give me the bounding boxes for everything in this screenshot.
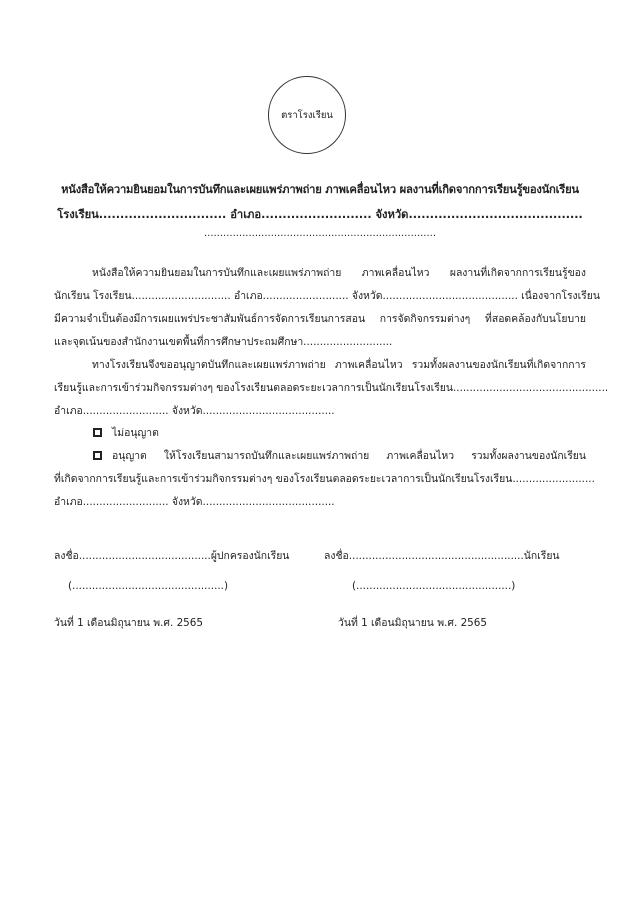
form-title-dotted-line: ......................................................................... [203,228,437,239]
student-name-line: (...............................................) [352,580,516,592]
paragraph-1-line-3: มีความจำเป็นต้องมีการเผยแพร่ประชาสัมพันธ์การจัดการเรียนการสอน การจัดกิจกรรมต่างๆ ที่สอดคล้องกับนโยบาย [54,313,586,325]
paragraph-2-line-1: ทางโรงเรียนจึงขออนุญาตบันทึกและเผยแพร่ภาพถ่าย ภาพเคลื่อนไหว รวมทั้งผลงานของนักเรียนที่เกิดจากการ [92,359,586,371]
school-seal-label: ตราโรงเรียน [281,109,333,121]
allow-line-1: อนุญาต ให้โรงเรียนสามารถบันทึกและเผยแพร่ภาพถ่าย ภาพเคลื่อนไหว รวมทั้งผลงานของนักเรียน [112,450,586,462]
paragraph-1-line-4: และจุดเน้นของสำนักงานเขตพื้นที่การศึกษาประถมศึกษา........................... [54,336,393,348]
student-signature-line: ลงชื่อ.....................................................นักเรียน [324,550,560,562]
guardian-date: วันที่ 1 เดือนมิถุนายน พ.ศ. 2565 [54,617,204,629]
paragraph-2-line-2: เรียนรู้และการเข้าร่วมกิจกรรมต่างๆ ของโรงเรียนตลอดระยะเวลาการเป็นนักเรียนโรงเรียน............................................... [54,382,609,394]
deny-label: ไม่อนุญาต [112,427,159,439]
allow-line-3: อำเภอ.......................... จังหวัด........................................ [54,496,335,508]
paragraph-2-line-3: อำเภอ.......................... จังหวัด........................................ [54,405,335,417]
form-title-school-line: โรงเรียน.............................. อำเภอ.......................... จังหวัด......................................... [57,208,583,221]
paragraph-1-line-2: นักเรียน โรงเรียน.............................. อำเภอ.......................... จังหวัด......................................... เนื่องจากโรงเรียน [54,290,600,302]
deny-checkbox[interactable] [93,428,102,437]
paragraph-1-line-1: หนังสือให้ความยินยอมในการบันทึกและเผยแพร่ภาพถ่าย ภาพเคลื่อนไหว ผลงานที่เกิดจากการเรียนรู้ของ [92,267,586,279]
allow-line-2: ที่เกิดจากการเรียนรู้และการเข้าร่วมกิจกรรมต่างๆ ของโรงเรียนตลอดระยะเวลาการเป็นนักเรียนโรงเรียน......................... [54,473,595,485]
form-title: หนังสือให้ความยินยอมในการบันทึกและเผยแพร่ภาพถ่าย ภาพเคลื่อนไหว ผลงานที่เกิดจากการเรียนรู้ของนักเรียน [61,183,579,196]
student-date: วันที่ 1 เดือนมิถุนายน พ.ศ. 2565 [338,617,488,629]
allow-checkbox[interactable] [93,451,102,460]
guardian-signature-line: ลงชื่อ........................................ผู้ปกครองนักเรียน [54,550,290,562]
guardian-name-line: (..............................................) [68,580,229,592]
school-seal [268,76,346,154]
